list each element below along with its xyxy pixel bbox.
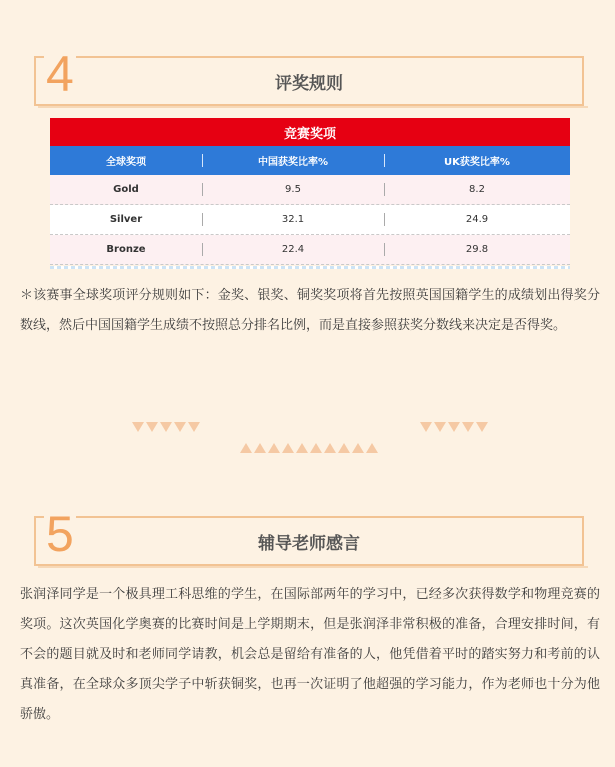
table-header-row xyxy=(50,146,570,175)
section-number: 4 xyxy=(46,46,74,102)
decor-triangles-center xyxy=(240,443,380,453)
award-table xyxy=(50,118,570,265)
section-title: 评奖规则 xyxy=(275,73,343,94)
header-shadow xyxy=(38,106,588,108)
china-rate: 9.5 xyxy=(202,175,384,204)
uk-rate: 29.8 xyxy=(384,235,570,264)
column-header: 全球奖项 xyxy=(106,157,146,168)
uk-rate: 8.2 xyxy=(384,175,570,204)
table-row xyxy=(50,175,570,205)
award-name: Bronze xyxy=(106,244,146,255)
table-bottom-border xyxy=(50,266,570,269)
china-rate: 22.4 xyxy=(202,235,384,264)
award-name: Gold xyxy=(113,184,139,195)
china-rate: 32.1 xyxy=(202,205,384,234)
section-4-header xyxy=(34,46,584,106)
decor-triangles-right xyxy=(420,422,490,432)
rule-note: ＊该赛事全球奖项评分规则如下：金奖、银奖、铜奖奖项将首先按照英国国籍学生的成绩划出得奖分数线，然后中国国籍学生成绩不按照总分排名比例，而是直接参照获奖分数线来决定是否得奖。 xyxy=(20,288,600,333)
header-shadow xyxy=(38,566,588,568)
section-number: 5 xyxy=(46,506,74,562)
column-header: 中国获奖比率% xyxy=(202,146,384,175)
table-caption: 竞赛奖项 xyxy=(50,118,570,146)
section-5-header xyxy=(34,506,584,566)
section-title: 辅导老师感言 xyxy=(258,533,360,554)
column-header: UK获奖比率% xyxy=(384,146,570,175)
award-name: Silver xyxy=(109,214,143,225)
table-row xyxy=(50,235,570,265)
uk-rate: 24.9 xyxy=(384,205,570,234)
table-row xyxy=(50,205,570,235)
teacher-comment: 张润泽同学是一个极具理工科思维的学生，在国际部两年的学习中，已经多次获得数学和物理竞赛的奖项。这次英国化学奥赛的比赛时间是上学期期末，但是张润泽非常积极的准备，合理安排时间，有不会的题目就及时和老师同学请教，机会总是留给有准备的人，他凭借着平时的踏实努力和考前的认真准备，在全球众多顶尖学子中斩获铜奖，也再一次证明了他超强的学习能力，作为老师也十分为他骄傲。 xyxy=(20,587,600,722)
decor-triangles-left xyxy=(132,422,202,432)
